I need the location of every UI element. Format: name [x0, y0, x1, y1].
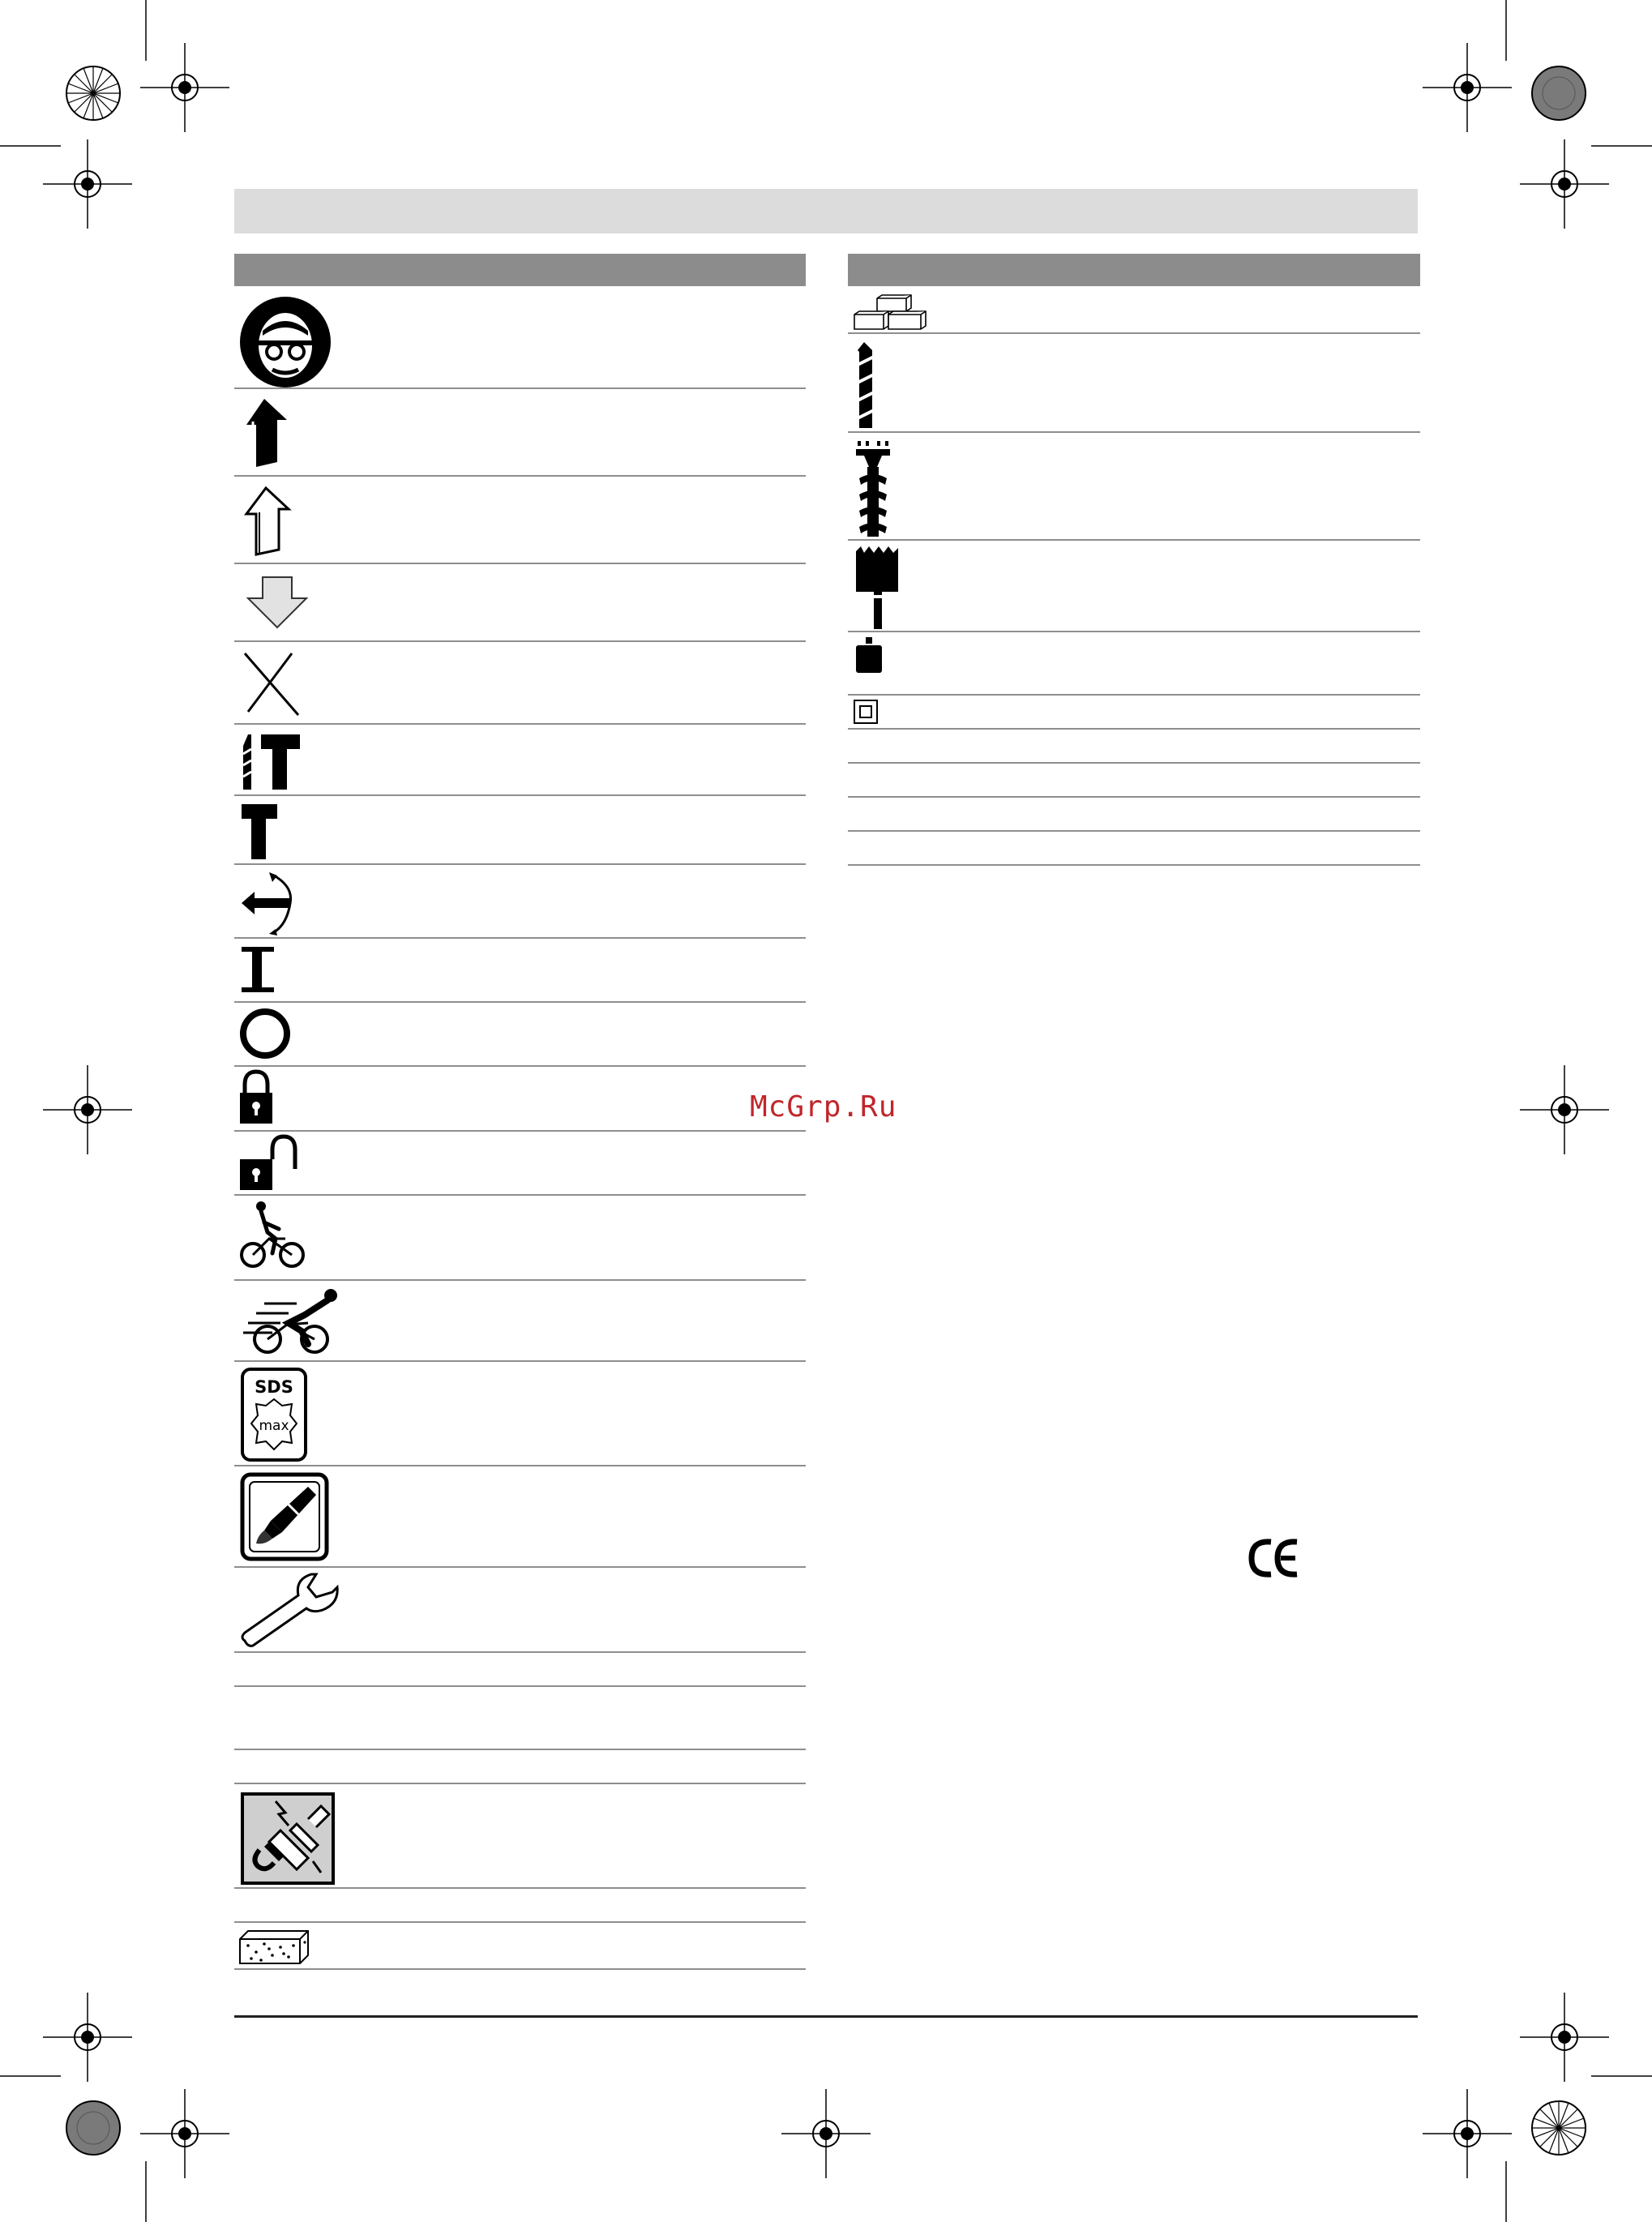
row-divider: [234, 1749, 806, 1750]
brick-icon: [851, 293, 929, 331]
right-column-header: [848, 254, 1420, 286]
row-divider: [234, 475, 806, 477]
row-divider: [848, 864, 1420, 866]
row-divider: [234, 1685, 806, 1687]
chisel-icon: [240, 945, 277, 994]
row-divider: [234, 1783, 806, 1784]
row-divider: [234, 1566, 806, 1568]
sds-label: SDS: [255, 1377, 293, 1397]
row-divider: [848, 694, 1420, 696]
row-divider: [234, 1194, 806, 1196]
cross-icon: [240, 649, 305, 717]
row-divider: [848, 631, 1420, 632]
row-divider: [234, 1001, 806, 1003]
masonry-drill-icon: [853, 340, 877, 430]
core-bit-icon: [853, 545, 901, 631]
ring-icon: [238, 1007, 292, 1060]
slow-cyclist-icon: [240, 1200, 308, 1269]
row-divider: [848, 332, 1420, 334]
row-divider: [234, 640, 806, 642]
arrow-up-filled-icon: [242, 397, 293, 469]
unplug-icon: [240, 1792, 336, 1886]
row-divider: [234, 563, 806, 564]
row-divider: [234, 1130, 806, 1132]
row-divider: [234, 1279, 806, 1281]
core-drill-icon: [853, 439, 893, 538]
wrench-icon: [238, 1573, 344, 1649]
row-divider: [848, 539, 1420, 541]
weight-icon: [853, 636, 885, 676]
lock-open-icon: [238, 1133, 302, 1192]
porous-block-icon: [237, 1928, 311, 1967]
hammer-icon: [238, 801, 284, 863]
drill-hammer-icon: [238, 730, 303, 791]
watermark: McGrp.Ru: [750, 1090, 897, 1124]
double-insulation-icon: [853, 699, 879, 725]
row-divider: [848, 796, 1420, 798]
row-divider: [848, 728, 1420, 730]
row-divider: [234, 1651, 806, 1653]
row-divider: [234, 794, 806, 796]
row-divider: [234, 1887, 806, 1889]
eye-protection-icon: [238, 295, 332, 389]
row-divider: [234, 937, 806, 939]
arrow-down-icon: [245, 574, 310, 631]
grease-tube-icon: [240, 1472, 329, 1561]
ce-mark: [1247, 1537, 1303, 1579]
lock-closed-icon: [238, 1068, 274, 1125]
footer-rule: [234, 2015, 1418, 2018]
left-column-header: [234, 254, 806, 286]
rotate-icon: [237, 871, 302, 937]
row-divider: [234, 863, 806, 865]
arrow-up-outline-icon: [242, 485, 293, 558]
row-divider: [234, 1921, 806, 1923]
row-divider: [848, 431, 1420, 433]
sds-max-icon: [240, 1367, 308, 1462]
row-divider: [234, 1465, 806, 1466]
row-divider: [234, 1968, 806, 1970]
max-label: max: [259, 1418, 289, 1434]
row-divider: [234, 723, 806, 725]
page-header-band: [234, 189, 1418, 233]
fast-cyclist-icon: [240, 1286, 340, 1355]
row-divider: [234, 1065, 806, 1067]
row-divider: [848, 830, 1420, 832]
row-divider: [234, 1360, 806, 1362]
ce-mark-text: [1248, 1540, 1249, 1541]
row-divider: [848, 762, 1420, 764]
